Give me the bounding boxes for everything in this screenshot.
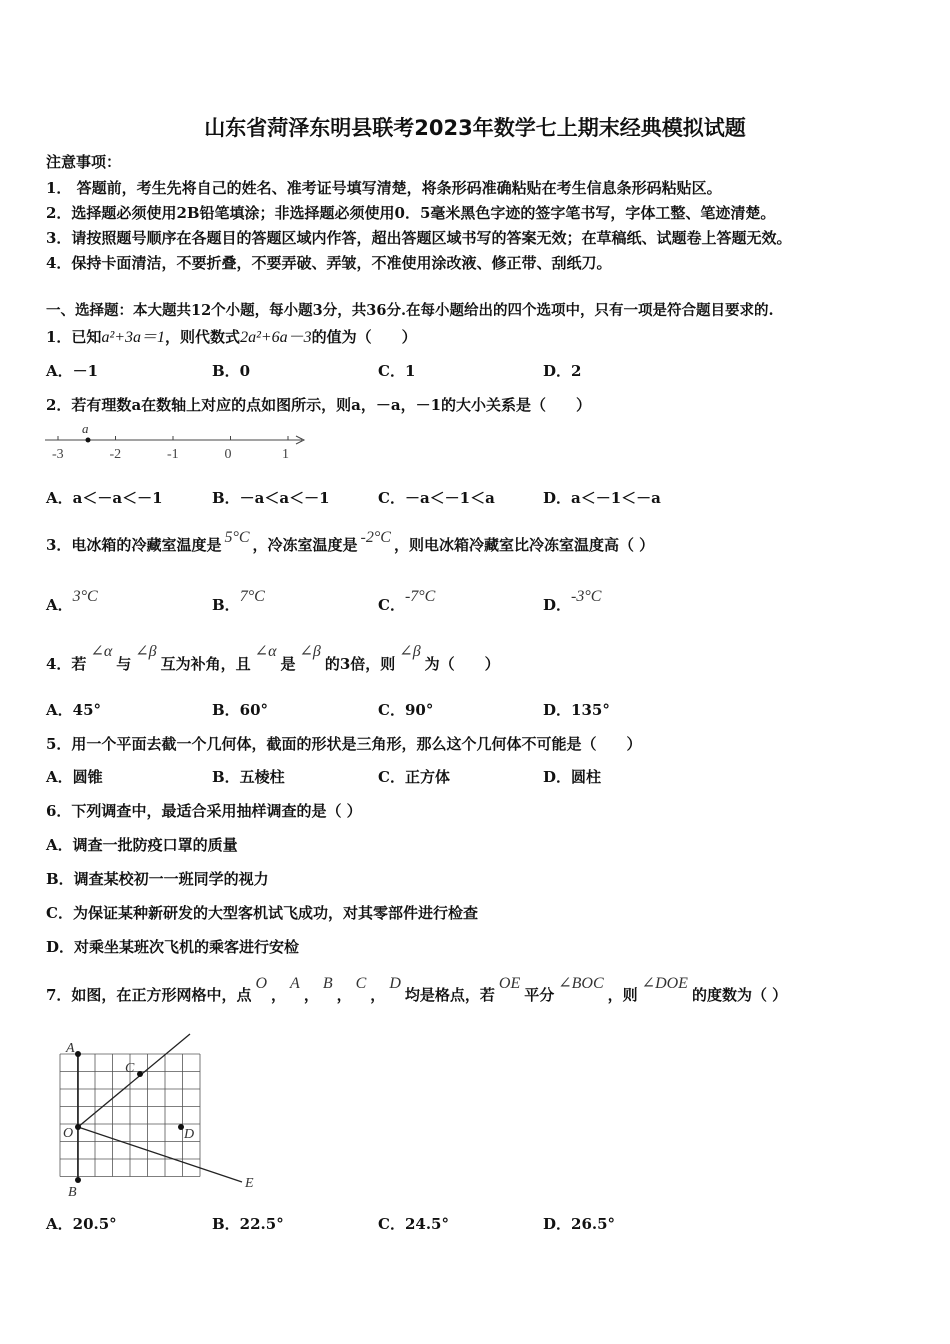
q4-angle-beta: ∠β bbox=[399, 643, 421, 660]
question-3-stem bbox=[46, 529, 655, 556]
q3-option-value: 7°C bbox=[239, 588, 265, 605]
label-b: B bbox=[68, 1185, 77, 1200]
q3-option-letter: A． bbox=[46, 596, 73, 614]
notice-item: 3．请按照题号顺序在各题目的答题区域内作答，超出答题区域书写的答案无效；在草稿纸、试题卷上答题无效。 bbox=[46, 229, 792, 247]
q3-temp-fridge: 5°C bbox=[224, 529, 250, 546]
q7-angle-boc: ∠BOC bbox=[558, 975, 604, 992]
number-line-tick-label: -1 bbox=[167, 447, 179, 462]
number-line-tick-label: -2 bbox=[109, 447, 122, 462]
q7-grid-figure bbox=[50, 1030, 270, 1205]
q7-stem-a: 7．如图，在正方形网格中，点 bbox=[46, 986, 252, 1004]
number-line-tick-label: -3 bbox=[52, 447, 64, 462]
q3-option-a[interactable] bbox=[46, 588, 98, 616]
q1-option-a[interactable]: A．－1 bbox=[46, 362, 99, 380]
q7-comma: ， bbox=[336, 986, 352, 1004]
q4-option-a[interactable]: A．45° bbox=[46, 701, 102, 719]
q3-temp-freezer: -2°C bbox=[360, 529, 391, 546]
section-heading: 一、选择题：本大题共12个小题，每小题3分，共36分.在每小题给出的四个选项中，只有一项是符合题目要求的. bbox=[46, 302, 774, 319]
q7-angle-doe: ∠DOE bbox=[641, 975, 688, 992]
q1-option-d[interactable]: D．2 bbox=[543, 362, 582, 380]
q4-angle-beta: ∠β bbox=[135, 643, 157, 660]
q7-point-a: A bbox=[290, 975, 300, 992]
q5-option-c[interactable]: C．正方体 bbox=[378, 768, 450, 786]
q4-angle-beta: ∠β bbox=[299, 643, 321, 660]
q4-stem-c: 互为补角，且 bbox=[160, 655, 251, 673]
q7-stem-e: 的度数为（ ） bbox=[691, 986, 788, 1004]
q5-option-a[interactable]: A．圆锥 bbox=[46, 768, 103, 786]
q3-stem-c: ，则电冰箱冷藏室比冷冻室温度高（ ） bbox=[393, 536, 655, 554]
point-c-dot bbox=[137, 1071, 143, 1077]
question-1-stem bbox=[46, 327, 417, 348]
q7-point-d: D bbox=[389, 975, 401, 992]
q2-option-c[interactable]: C．－a＜－1＜a bbox=[378, 489, 495, 507]
q7-stem-d: ，则 bbox=[607, 986, 638, 1004]
q1-stem-b: ，则代数式 bbox=[165, 328, 241, 346]
question-7-stem bbox=[46, 975, 788, 1006]
q1-stem-a: 1．已知 bbox=[46, 328, 102, 346]
number-line-tick-label: 1 bbox=[282, 447, 289, 462]
q7-option-a[interactable]: A．20.5° bbox=[46, 1215, 117, 1233]
q1-option-b[interactable]: B．0 bbox=[212, 362, 251, 380]
label-e: E bbox=[245, 1176, 254, 1191]
q3-option-letter: B． bbox=[212, 596, 240, 614]
q7-option-d[interactable]: D．26.5° bbox=[543, 1215, 616, 1233]
q7-comma: ， bbox=[303, 986, 319, 1004]
q3-option-letter: C． bbox=[378, 596, 405, 614]
q4-stem-f: 为（ ） bbox=[424, 655, 500, 673]
q7-ray-oe: OE bbox=[498, 975, 521, 992]
point-b-dot bbox=[75, 1177, 81, 1183]
q7-stem-c: 平分 bbox=[524, 986, 555, 1004]
q3-option-d[interactable] bbox=[543, 588, 602, 616]
q4-stem-d: 是 bbox=[280, 655, 296, 673]
q2-option-a[interactable]: A．a＜－a＜－1 bbox=[46, 489, 163, 507]
q1-stem-c: 的值为（ ） bbox=[311, 328, 417, 346]
notice-item: 4．保持卡面清洁，不要折叠，不要弄破、弄皱，不准使用涂改液、修正带、刮纸刀。 bbox=[46, 254, 612, 272]
q3-option-value: -3°C bbox=[571, 588, 602, 605]
notice-heading: 注意事项： bbox=[46, 153, 122, 171]
q4-angle-alpha: ∠α bbox=[90, 643, 113, 660]
q1-expression-1: a²+3a＝1 bbox=[101, 329, 166, 346]
label-c: C bbox=[125, 1061, 135, 1076]
notice-item: 2．选择题必须使用2B铅笔填涂；非选择题必须使用0．5毫米黑色字迹的签字笔书写，字体工整、笔迹清楚。 bbox=[46, 204, 776, 222]
q5-option-d[interactable]: D．圆柱 bbox=[543, 768, 602, 786]
q7-stem-b: 均是格点，若 bbox=[404, 986, 495, 1004]
q3-option-value: 3°C bbox=[72, 588, 98, 605]
q7-option-c[interactable]: C．24.5° bbox=[378, 1215, 449, 1233]
q5-option-b[interactable]: B．五棱柱 bbox=[212, 768, 285, 786]
q7-comma: ， bbox=[370, 986, 386, 1004]
q2-number-line bbox=[40, 420, 320, 465]
q6-option-a[interactable]: A．调查一批防疫口罩的质量 bbox=[46, 836, 238, 854]
q4-option-c[interactable]: C．90° bbox=[378, 701, 434, 719]
q4-stem-e: 的3倍，则 bbox=[324, 655, 396, 673]
question-2-stem: 2．若有理数a在数轴上对应的点如图所示，则a，－a，－1的大小关系是（ ） bbox=[46, 396, 592, 414]
point-o-dot bbox=[75, 1124, 81, 1130]
page-title: 山东省菏泽东明县联考2023年数学七上期末经典模拟试题 bbox=[204, 116, 746, 140]
q7-option-b[interactable]: B．22.5° bbox=[212, 1215, 284, 1233]
q7-point-c: C bbox=[355, 975, 367, 992]
q6-option-c[interactable]: C．为保证某种新研发的大型客机试飞成功，对其零部件进行检查 bbox=[46, 904, 478, 922]
point-a-label: a bbox=[82, 421, 89, 436]
q1-expression-2: 2a²+6a－3 bbox=[240, 329, 312, 346]
question-4-stem bbox=[46, 643, 500, 675]
label-a: A bbox=[66, 1041, 75, 1056]
label-d: D bbox=[184, 1127, 195, 1142]
label-o: O bbox=[63, 1126, 74, 1141]
q4-stem-b: 与 bbox=[116, 655, 132, 673]
question-6-stem: 6．下列调查中，最适合采用抽样调查的是（ ） bbox=[46, 802, 362, 820]
q3-stem-a: 3．电冰箱的冷藏室温度是 bbox=[46, 536, 222, 554]
question-5-stem: 5．用一个平面去截一个几何体，截面的形状是三角形，那么这个几何体不可能是（ ） bbox=[46, 735, 642, 753]
q1-option-c[interactable]: C．1 bbox=[378, 362, 416, 380]
q7-comma: ， bbox=[271, 986, 287, 1004]
q4-option-b[interactable]: B．60° bbox=[212, 701, 269, 719]
q6-option-d[interactable]: D．对乘坐某班次飞机的乘客进行安检 bbox=[46, 938, 300, 956]
point-a-dot bbox=[75, 1051, 81, 1057]
q3-option-value: -7°C bbox=[404, 588, 436, 605]
q7-point-o: O bbox=[255, 975, 268, 992]
q3-stem-b: ，冷冻室温度是 bbox=[252, 536, 358, 554]
point-a bbox=[86, 438, 91, 443]
q2-option-b[interactable]: B．－a＜a＜－1 bbox=[212, 489, 330, 507]
q4-stem-a: 4．若 bbox=[46, 655, 87, 673]
q2-option-d[interactable]: D．a＜－1＜－a bbox=[543, 489, 661, 507]
number-line-tick-label: 0 bbox=[224, 447, 232, 462]
q4-option-d[interactable]: D．135° bbox=[543, 701, 610, 719]
q3-option-b[interactable] bbox=[212, 588, 265, 616]
ray-oe bbox=[78, 1127, 242, 1182]
q7-point-b: B bbox=[322, 975, 333, 992]
q4-angle-alpha: ∠α bbox=[254, 643, 277, 660]
q3-option-letter: D． bbox=[543, 596, 572, 614]
q3-option-c[interactable] bbox=[378, 588, 436, 616]
q6-option-b[interactable]: B．调查某校初一一班同学的视力 bbox=[46, 870, 269, 888]
notice-item: 1． 答题前，考生先将自己的姓名、准考证号填写清楚，将条形码准确粘贴在考生信息条形码粘贴区。 bbox=[46, 179, 722, 197]
